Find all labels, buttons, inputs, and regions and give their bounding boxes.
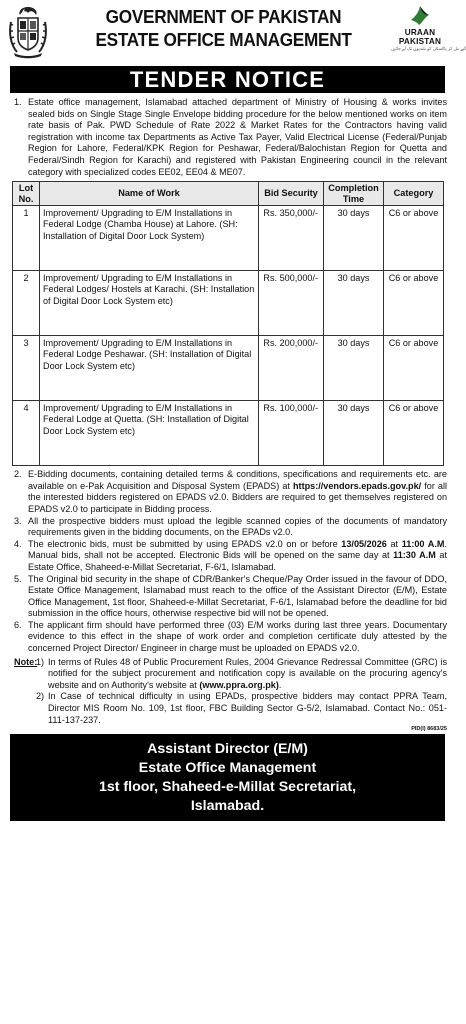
- bid-security: Rs. 200,000/-: [259, 336, 324, 401]
- uraan-bird-icon: [407, 4, 433, 28]
- table-row: [13, 271, 444, 336]
- lot-number: 3: [13, 336, 40, 401]
- paragraph-number: 6.: [14, 619, 22, 630]
- header-completion-time: Completion Time: [324, 182, 384, 206]
- paragraph-text: E-Bidding documents, containing detailed terms & conditions, specifications and requirements etc. are available on e-Pak Acquisition and Disposal System (EPADS) at: [28, 469, 447, 491]
- note-number: 2): [36, 691, 45, 702]
- footer-contact: [10, 734, 445, 821]
- lots-table: [12, 181, 444, 466]
- paragraph-3: [8, 516, 447, 539]
- title-line-2: ESTATE OFFICE MANAGEMENT: [95, 29, 352, 50]
- footer-line-2: Estate Office Management: [138, 760, 317, 777]
- paragraph-text: All the prospective bidders must upload the legible scanned copies of the documents of mandatory requirements given in the bidding documents, on the EPADs v2.0.: [28, 515, 447, 538]
- category: C6 or above: [384, 271, 444, 336]
- paragraph-text: at: [386, 538, 402, 549]
- paragraph-number: 4.: [14, 538, 22, 549]
- work-name: Improvement/ Upgrading to E/M Installations in Federal Lodge Peshawar. (SH: Installation of Digital Door Lock System etc): [40, 336, 259, 401]
- note-text: In Case of technical difficulty in using EPADs, prospective bidders may contact PPRA Team, Director MIS Room No. 109, 1st floor, FBC Building Sector G-5/2, Islamabad. Contact No.: 051-111-137-237.: [48, 691, 447, 725]
- work-name: Improvement/ Upgrading to E/M Installations in Federal Lodges/ Hostels at Karachi. (SH: Installation of Digital Door Lock System etc): [40, 271, 259, 336]
- paragraph-text: for all the interested bidders registered on EPADS v2.0. Bidders are required to get themselves registered on EPADS v2.0 to participate in Bidding process.: [28, 480, 448, 514]
- paragraph-number: 2.: [14, 469, 22, 480]
- logo-line-1: URAAN: [404, 28, 436, 37]
- note-text: In terms of Rules 48 of Public Procurement Rules, 2004 Grievance Redressal Committee (GRC) is notified for the subject procurement and notification copy is available on the procuring agency's website and on Authority's website at: [48, 656, 447, 690]
- title-line-1: GOVERNMENT OF PAKISTAN: [105, 6, 342, 27]
- tender-notice-banner: TENDER NOTICE: [10, 66, 445, 93]
- header-title: [68, 5, 379, 51]
- paragraph-5: [8, 574, 447, 620]
- category: C6 or above: [384, 401, 444, 466]
- bid-security: Rs. 350,000/-: [259, 206, 324, 271]
- paragraph-text: Estate office management, Islamabad attached department of Ministry of Housing & works invites sealed bids on Single Stage Single Envelope bidding procedure for the below mentioned works on item rate basis of Pak. PWD Schedule of Rate 2022 & Market Rates for the Contractors having valid registration with income tax Departments as Active Tax Payer, Valid Electrical License (Federal/Punjab Region for Lahore, Federal/KPK Region for Peshawar, Federal/Balochistan Region for Quetta and Federal/Sindh Region for Karachi) and registered with Pakistan Engineering council in the relevant category with specialized codes EE02, EE04 & ME07.: [28, 97, 447, 177]
- paragraph-text: The electronic bids, must be submitted by using EPADS v2.0 on or before: [28, 538, 342, 549]
- uraan-pakistan-logo: [391, 4, 466, 64]
- state-emblem-icon: [8, 6, 48, 58]
- notice-body: [0, 93, 455, 733]
- lot-number: 4: [13, 401, 40, 466]
- submission-time: 11:00 A.M: [401, 538, 445, 549]
- lot-number: 1: [13, 206, 40, 271]
- completion-time: 30 days: [324, 401, 384, 466]
- header: [0, 0, 466, 66]
- note-label: Note:: [14, 656, 38, 667]
- note-2: [8, 691, 447, 726]
- note-text-end: .: [278, 679, 282, 690]
- bid-security: Rs. 100,000/-: [259, 401, 324, 466]
- footer-line-1: Assistant Director (E/M): [147, 741, 308, 758]
- paragraph-text: at Estate Office, Shaheed-e-Millat Secretariat, F-6/1, Islamabad.: [28, 550, 447, 572]
- paragraph-number: 1.: [14, 97, 22, 107]
- paragraph-4: [8, 539, 447, 574]
- paragraph-6: [8, 620, 447, 655]
- bid-security: Rs. 500,000/-: [259, 271, 324, 336]
- logo-line-2: PAKISTAN: [398, 37, 442, 46]
- footer-line-4: Islamabad.: [190, 798, 265, 815]
- table-row: [13, 206, 444, 271]
- paragraph-1: [8, 97, 447, 178]
- opening-time: 11:30 A.M: [393, 550, 436, 561]
- completion-time: 30 days: [324, 206, 384, 271]
- lot-number: 2: [13, 271, 40, 336]
- paragraph-text: The applicant firm should have performed three (03) E/M works during last three years. Documentary evidence to this effect in the shape of work order and completion certificate duly attested by the concerned Project Director/ Engineer in charge must be uploaded on EPADS v2.0.: [28, 619, 447, 654]
- footer-line-3: 1st floor, Shaheed-e-Millat Secretariat,: [98, 779, 357, 796]
- submission-date: 13/05/2026: [341, 538, 387, 549]
- header-lot-no: Lot No.: [13, 182, 40, 206]
- pid-reference: PID(I) 8683/25: [411, 726, 447, 733]
- paragraph-number: 5.: [14, 573, 22, 584]
- completion-time: 30 days: [324, 271, 384, 336]
- ppra-website-link[interactable]: (www.ppra.org.pk): [199, 679, 279, 690]
- logo-tagline: آئیے مل کر پاکستان کو بلندیوں تک لے جائیں: [391, 46, 466, 51]
- paragraph-number: 3.: [14, 515, 22, 526]
- note-1: [8, 657, 447, 692]
- work-name: Improvement/ Upgrading to E/M Installations in Federal Lodge (Chamba House) at Lahore. (SH: Installation of Digital Door Lock System): [40, 206, 259, 271]
- category: C6 or above: [384, 336, 444, 401]
- paragraph-2: [8, 469, 447, 515]
- completion-time: 30 days: [324, 336, 384, 401]
- work-name: Improvement/ Upgrading to E/M Installations in Federal Lodge at Quetta. (SH: Installation of Digital Door Lock System etc): [40, 401, 259, 466]
- table-row: [13, 401, 444, 466]
- header-category: Category: [384, 182, 444, 206]
- paragraph-text: . Manual bids, shall not be accepted. Electronic Bids will be opened on the same day at: [28, 538, 447, 561]
- header-bid-security: Bid Security: [259, 182, 324, 206]
- category: C6 or above: [384, 206, 444, 271]
- table-header-row: [13, 182, 444, 206]
- epads-vendors-link[interactable]: https://vendors.epads.gov.pk/: [292, 480, 422, 491]
- paragraph-text: The Original bid security in the shape of CDR/Banker's Cheque/Pay Order issued in the favour of DDO, Estate Office Management, Islamabad must reach to the office of the Assistant Director (E/M), Estate Office Management, 1st floor, Shaheed-e-Millat Secretariat, F-6/1, Islamabad before the deadline for bid submission in the office hours, otherwise respective bid will not be opened.: [28, 573, 447, 619]
- header-name-of-work: Name of Work: [40, 182, 259, 206]
- note-number: 1): [36, 656, 45, 667]
- table-row: [13, 336, 444, 401]
